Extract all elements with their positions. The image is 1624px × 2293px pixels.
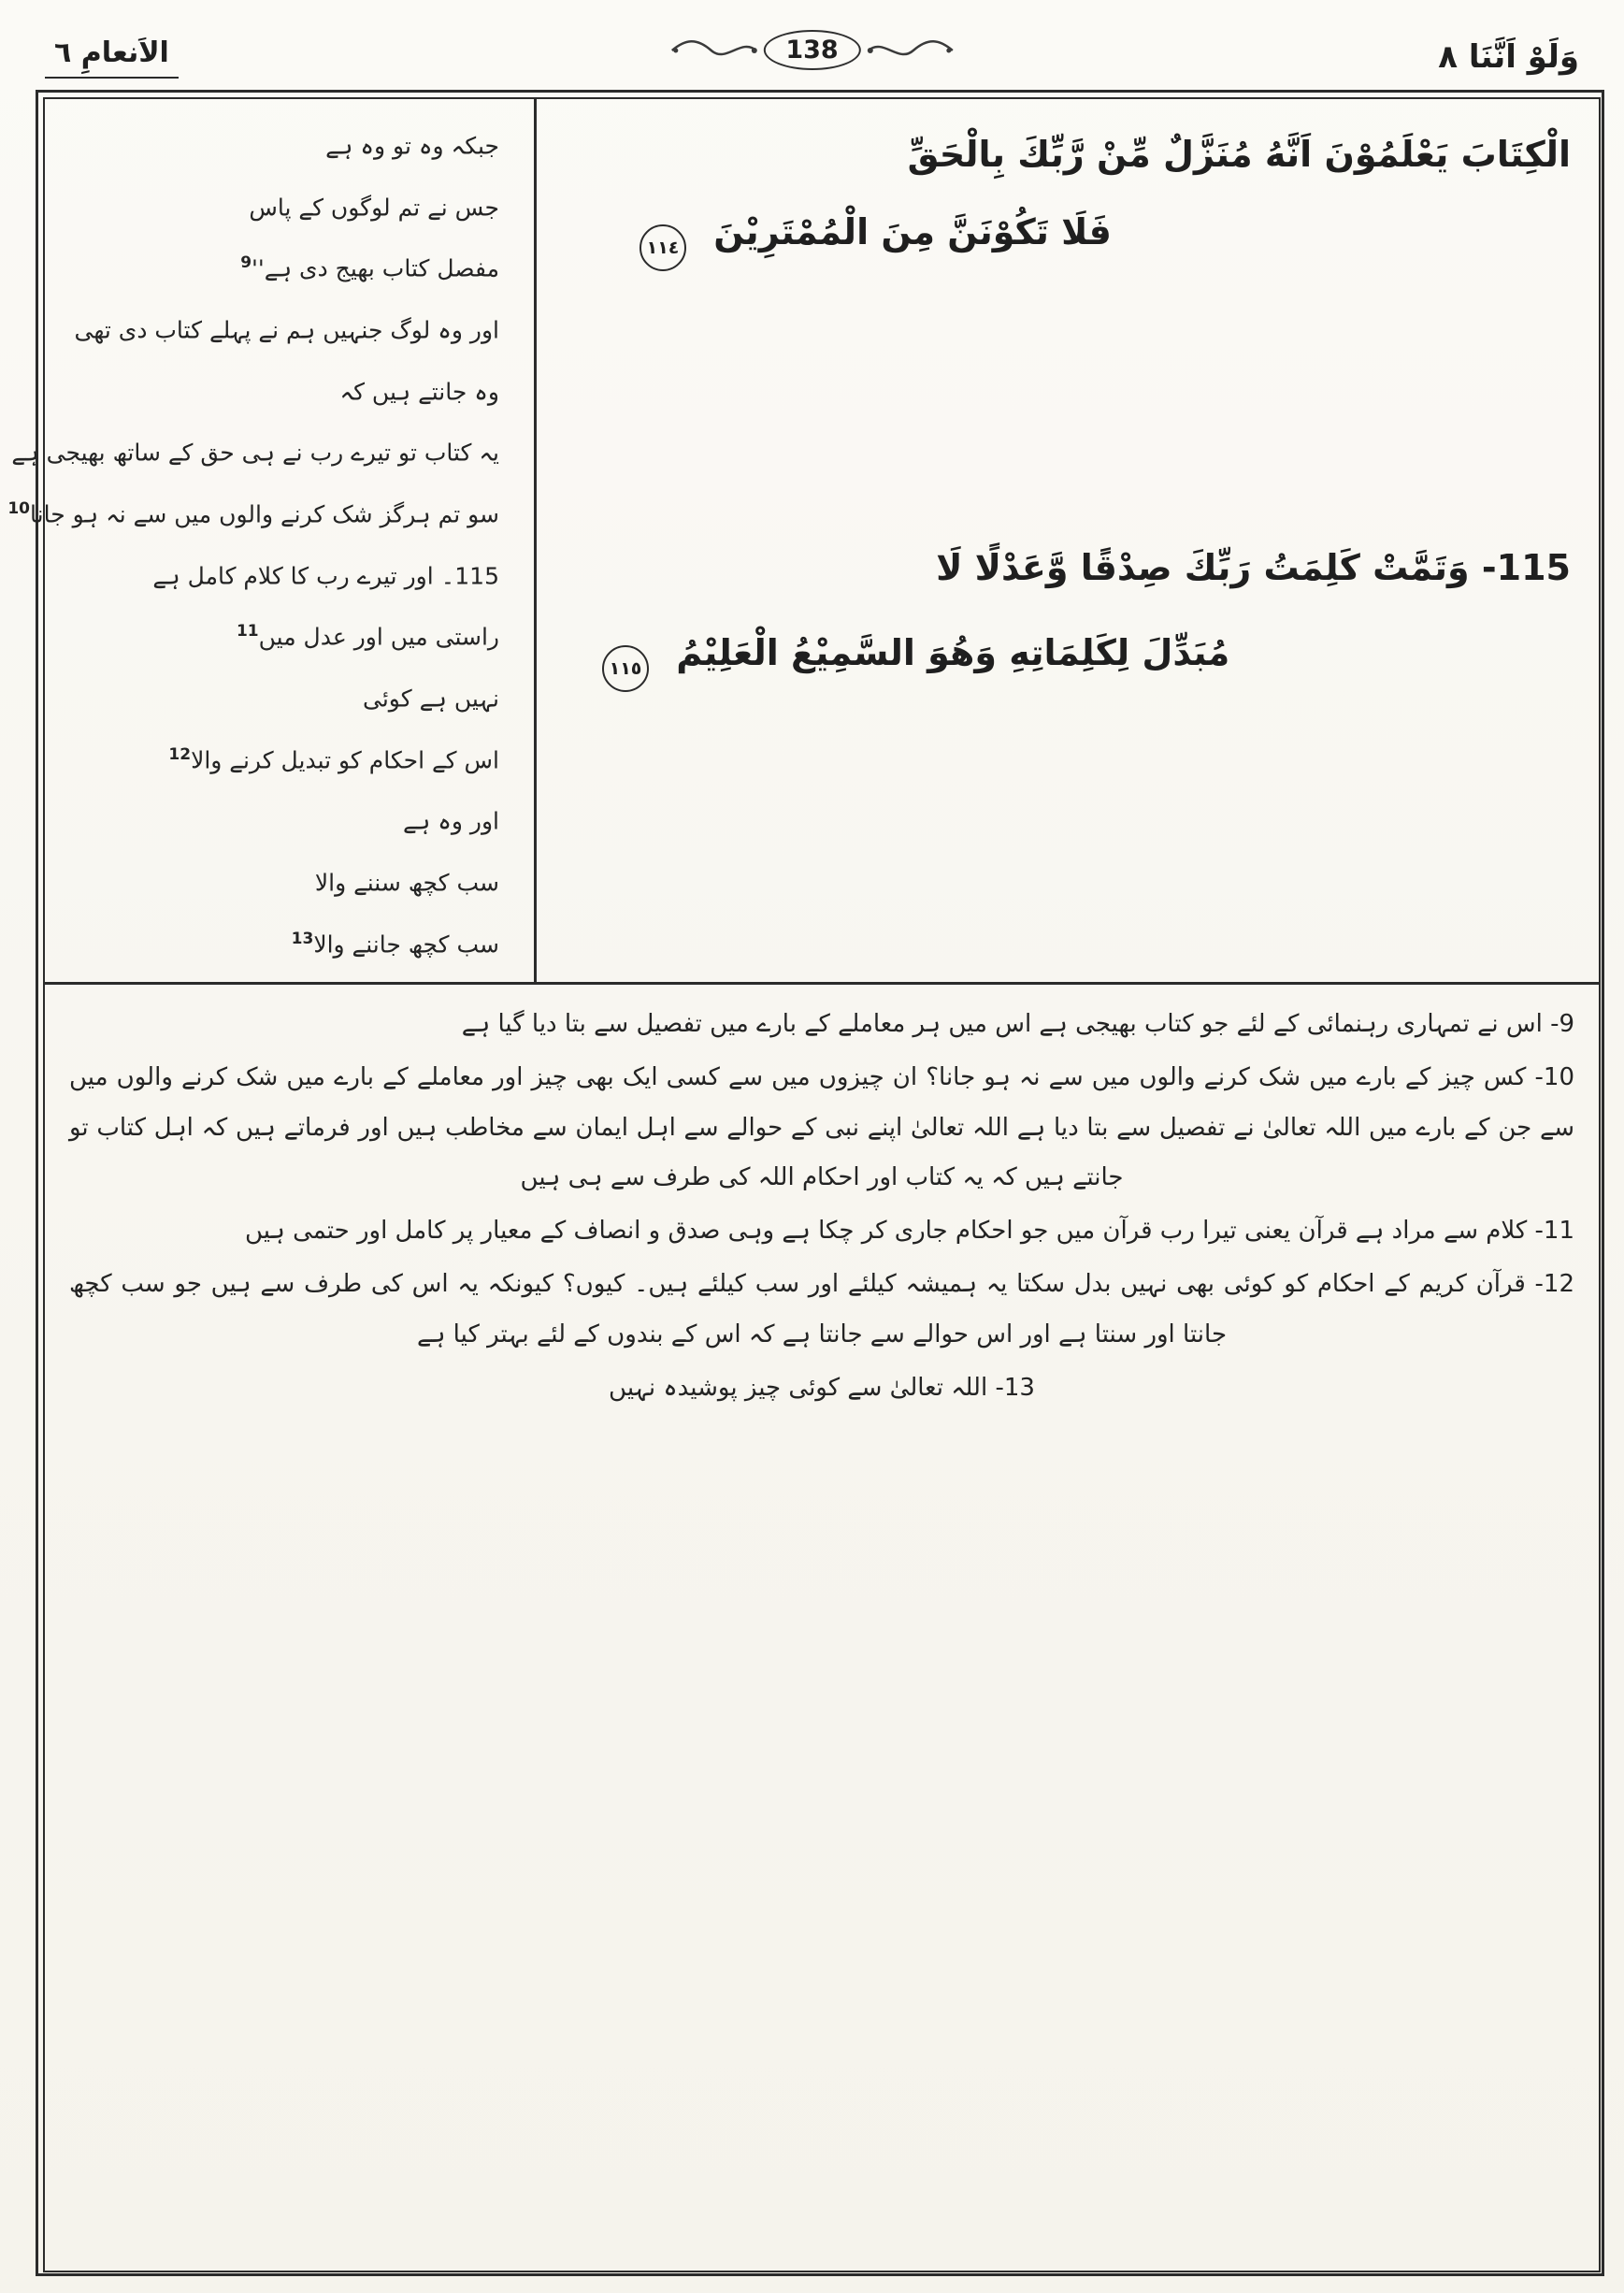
translation-line — [50, 930, 499, 958]
footnote-11: 11- کلام سے مراد ہے قرآن یعنی تیرا رب قرآن میں جو احکام جاری کر چکا ہے وہی صدق و انصاف کے معیار پر کامل اور حتمی ہیں — [244, 1217, 1574, 1246]
translation-text: راستی میں اور عدل میں — [258, 623, 499, 651]
translation-line — [50, 193, 499, 221]
translation-text: 115۔ اور تیرے رب کا کلام کامل ہے — [152, 561, 499, 589]
translation-text: مفصل کتاب بھیج دی ہے'' — [252, 254, 499, 282]
translation-text: جبکہ وہ تو وہ ہے — [325, 132, 499, 160]
urdu-translation-column — [7, 99, 512, 982]
verse-columns — [7, 99, 1599, 985]
translation-text: اور وہ ہے — [402, 807, 499, 835]
footnote-ref: 13 — [291, 929, 314, 948]
verse-115-line2 — [565, 622, 1571, 693]
ayah-end-marker-115: ١١٥ — [602, 645, 649, 692]
verse-115-line2-text: مُبَدِّلَ لِكَلِمَاتِهِ وَهُوَ السَّمِيْعُ الْعَلِيْمُ — [676, 631, 1230, 673]
translation-line — [50, 131, 499, 159]
juz-title: وَلَوْ اَنَّنَا ٨ — [1438, 38, 1579, 76]
translation-line — [50, 377, 499, 405]
translation-line — [11, 438, 499, 467]
translation-line — [7, 498, 499, 528]
content-frame-inner — [7, 97, 1601, 2272]
translation-line — [50, 561, 499, 589]
footnote-9: 9- اس نے تمہاری رہنمائی کے لئے جو کتاب بھیجی ہے اس میں ہر معاملے کے بارے میں تفصیل سے بتا دیا گیا ہے — [461, 1010, 1574, 1038]
translation-text: سب کچھ جاننے والا — [313, 930, 499, 958]
translation-text: نہیں ہے کوئی — [363, 685, 499, 713]
translation-text: وہ جانتے ہیں کہ — [339, 377, 499, 405]
quran-text-column — [534, 99, 1599, 982]
translation-text: اور وہ لوگ جنہیں ہم نے پہلے کتاب دی تھی — [74, 316, 499, 344]
translation-line — [50, 622, 499, 650]
footnote-ref: 11 — [236, 622, 259, 642]
translation-text: یہ کتاب تو تیرے رب نے ہی حق کے ساتھ بھیجی ہے — [11, 439, 499, 467]
translation-text: جس نے تم لوگوں کے پاس — [249, 193, 499, 221]
page-number-ornament — [668, 30, 956, 70]
footnote-12: 12- قرآن کریم کے احکام کو کوئی بھی نہیں بدل سکتا یہ ہمیشہ کیلئے اور سب کیلئے ہیں۔ کیوں؟ کیونکہ یہ اس کی طرف سے ہیں جو سب کچھ جانتا اور سنتا ہے اور اس حوالے سے جانتا ہے کہ اس کے بندوں کے لئے بہتر کیا ہے — [69, 1270, 1574, 1348]
verse-114-line2-text: فَلَا تَكُوْنَنَّ مِنَ الْمُمْتَرِيْنَ — [713, 210, 1112, 252]
translation-line — [50, 806, 499, 834]
translation-line — [50, 868, 499, 896]
footnote-13: 13- اللہ تعالیٰ سے کوئی چیز پوشیدہ نہیں — [609, 1374, 1035, 1403]
ayah-end-marker-114: ١١٤ — [640, 224, 686, 271]
verse-114-line1: الْكِتَابَ يَعْلَمُوْنَ اَنَّهُ مُنَزَّلٌ مِّنْ رَّبِّكَ بِالْحَقِّ — [907, 134, 1571, 175]
footnote-ref: 10 — [7, 498, 31, 518]
content-frame — [7, 90, 1604, 2276]
translation-line — [50, 253, 499, 281]
verse-115-line1: 115- وَتَمَّتْ كَلِمَتُ رَبِّكَ صِدْقًا وَّعَدْلًا لَا — [936, 547, 1571, 588]
flourish-left-icon — [668, 34, 761, 67]
page-header — [45, 24, 1579, 90]
footnotes-section — [45, 985, 1599, 2271]
translation-line — [50, 745, 499, 773]
surah-title: الاَنعامِ ٦ — [45, 36, 179, 79]
verse-115-arabic — [565, 537, 1571, 692]
translation-line — [50, 315, 499, 343]
footnote-10: 10- کس چیز کے بارے میں شک کرنے والوں میں سے نہ ہو جانا؟ ان چیزوں میں سے کسی ایک بھی چیز اور معاملے کے بارے میں شک کرنے والوں میں سے جن کے بارے میں اللہ تعالیٰ نے تفصیل سے بتا دیا ہے اللہ تعالیٰ اپنے نبی کے حوالے سے اہل ایمان سے مخاطب ہیں اور فرماتے ہیں کہ اہل کتاب تو جانتے ہیں کہ یہ کتاب اور احکام اللہ کی طرف سے ہی ہیں — [69, 1063, 1574, 1191]
footnote-ref: 9 — [240, 253, 252, 273]
verse-114-arabic — [537, 99, 1599, 271]
footnote-ref: 12 — [168, 744, 192, 764]
translation-line — [50, 684, 499, 712]
flourish-right-icon — [863, 34, 956, 67]
translation-text: سب کچھ سننے والا — [314, 869, 499, 897]
translation-text: اس کے احکام کو تبدیل کرنے والا — [191, 745, 499, 773]
page-number: 138 — [763, 30, 860, 70]
verse-114-line2 — [565, 201, 1571, 272]
translation-text: سو تم ہرگز شک کرنے والوں میں سے نہ ہو جانا — [30, 500, 499, 528]
